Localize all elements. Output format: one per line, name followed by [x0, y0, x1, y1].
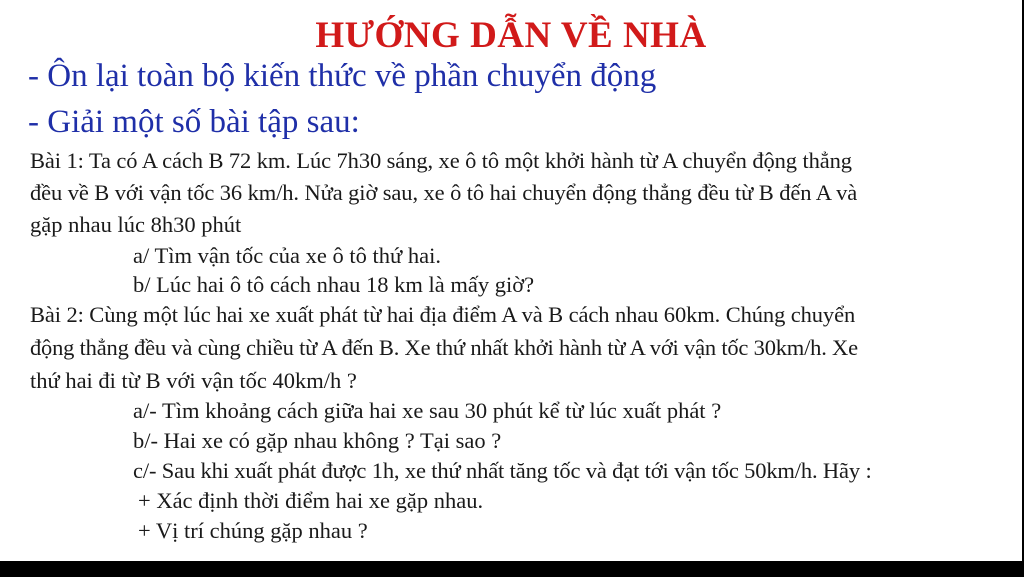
bai1-question-a: a/ Tìm vận tốc của xe ô tô thứ hai. — [133, 243, 441, 268]
bottom-border — [0, 561, 1024, 577]
bai2-line-2: động thẳng đều và cùng chiều từ A đến B. Xe thứ nhất khởi hành từ A với vận tốc 30km/h. Xe — [30, 335, 858, 360]
bai2-subitem-2: + Vị trí chúng gặp nhau ? — [138, 518, 368, 543]
bai1-line-2: đều về B với vận tốc 36 km/h. Nửa giờ sau, xe ô tô hai chuyển động thẳng đều từ B đến A và — [30, 180, 858, 205]
bullet-exercises: - Giải một số bài tập sau: — [28, 104, 360, 140]
page-title: HƯỚNG DẪN VỀ NHÀ — [315, 15, 707, 56]
bai1-line-3: gặp nhau lúc 8h30 phút — [30, 212, 242, 237]
bullet-review: - Ôn lại toàn bộ kiến thức về phần chuyển động — [28, 58, 657, 94]
bai2-line-1: Bài 2: Cùng một lúc hai xe xuất phát từ hai địa điểm A và B cách nhau 60km. Chúng chuyển — [30, 302, 856, 327]
bai2-question-b: b/- Hai xe có gặp nhau không ? Tại sao ? — [133, 428, 502, 453]
bai1-line-1: Bài 1: Ta có A cách B 72 km. Lúc 7h30 sáng, xe ô tô một khởi hành từ A chuyển động thẳng — [30, 148, 852, 173]
bai2-line-3: thứ hai đi từ B với vận tốc 40km/h ? — [30, 368, 357, 393]
bai2-subitem-1: + Xác định thời điểm hai xe gặp nhau. — [138, 488, 484, 513]
bai1-question-b: b/ Lúc hai ô tô cách nhau 18 km là mấy giờ? — [133, 272, 535, 297]
bai2-question-a: a/- Tìm khoảng cách giữa hai xe sau 30 phút kể từ lúc xuất phát ? — [133, 398, 722, 423]
bai2-question-c: c/- Sau khi xuất phát được 1h, xe thứ nhất tăng tốc và đạt tới vận tốc 50km/h. Hãy : — [133, 458, 872, 483]
